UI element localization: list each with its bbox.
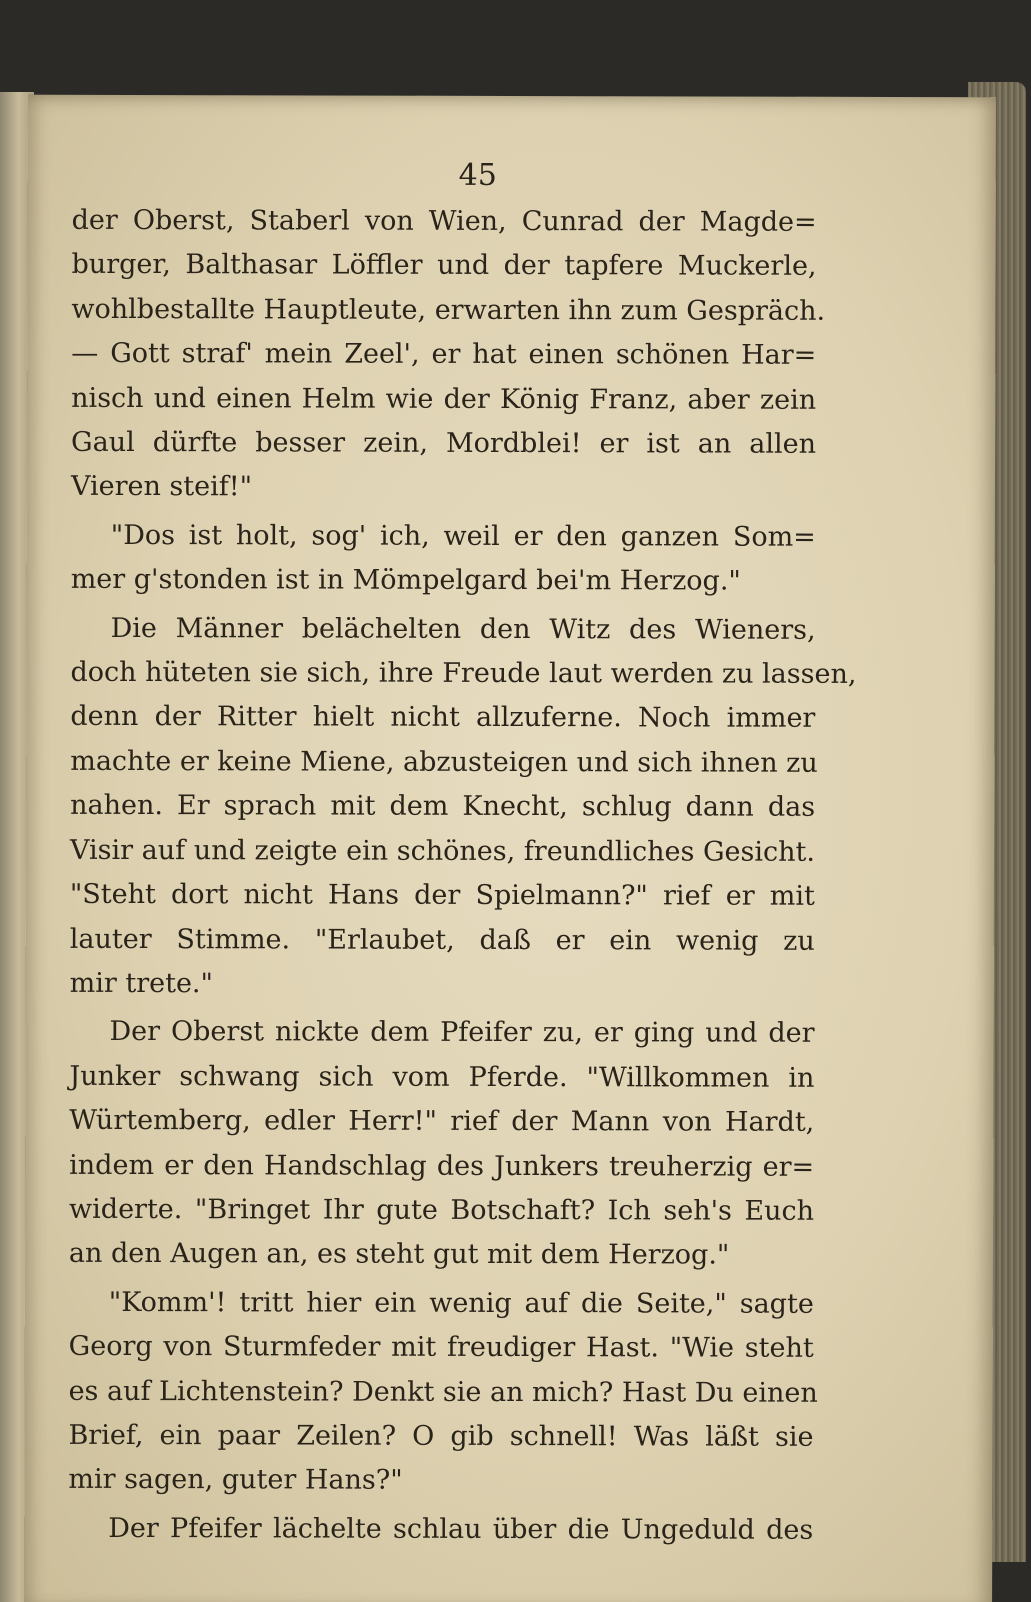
text-line: — Gott straf' mein Zeel', er hat einen schönen Har= — [71, 338, 817, 372]
text-line: Junker schwang sich vom Pferde. "Willkommen in — [69, 1060, 815, 1094]
text-line: Der Pfeifer lächelte schlau über die Ungeduld des — [108, 1512, 814, 1546]
text-line: Der Oberst nickte dem Pfeifer zu, er ging und der — [109, 1016, 815, 1050]
text-line: widerte. "Bringet Ihr gute Botschaft? Ich seh's Euch — [69, 1193, 815, 1227]
text-line: Vieren steif!" — [70, 471, 253, 503]
text-line: nisch und einen Helm wie der König Franz, aber zein — [71, 382, 817, 416]
page-number: 45 — [458, 157, 497, 193]
text-line: mer g'stonden ist in Mömpelgard bei'm Herzog." — [70, 564, 741, 597]
text-line: "Dos ist holt, sog' ich, weil er den ganzen Som= — [110, 519, 816, 553]
text-line: machte er keine Miene, abzusteigen und sich ihnen zu — [70, 745, 818, 779]
text-line: Visir auf und zeigte ein schönes, freundliches Gesicht. — [69, 834, 816, 868]
text-line: es auf Lichtenstein? Denkt sie an mich? Hast Du einen — [68, 1375, 818, 1409]
text-line: Gaul dürfte besser zein, Mordblei! er ist an allen — [71, 426, 817, 460]
text-line: burger, Balthasar Löffler und der tapfere Muckerle, — [71, 249, 817, 283]
text-line: indem er den Handschlag des Junkers treuherzig er= — [69, 1149, 815, 1183]
text-line: doch hüteten sie sich, ihre Freude laut werden zu lassen, — [70, 656, 857, 690]
text-line: "Komm'! tritt hier ein wenig auf die Seite," sagte — [108, 1286, 814, 1320]
text-line: Würtemberg, edler Herr!" rief der Mann von Hardt, — [69, 1104, 815, 1138]
text-line: an den Augen an, es steht gut mit dem Herzog." — [68, 1238, 730, 1271]
text-line: der Oberst, Staberl von Wien, Cunrad der Magde= — [71, 204, 817, 238]
book-page — [24, 95, 996, 1602]
page-text — [68, 199, 857, 1553]
text-line: nahen. Er sprach mit dem Knecht, schlug dann das — [70, 790, 816, 824]
text-line: Georg von Sturmfeder mit freudiger Hast. "Wie steht — [68, 1331, 814, 1364]
text-line: "Steht dort nicht Hans der Spielmann?" rief er mit — [69, 878, 815, 912]
text-line: wohlbestallte Hauptleute, erwarten ihn zum Gespräch. — [71, 293, 826, 327]
text-line: mir trete." — [69, 967, 213, 1000]
text-line: lauter Stimme. "Erlaubet, daß er ein wenig zu — [69, 923, 815, 957]
text-line: mir sagen, guter Hans?" — [68, 1464, 403, 1497]
text-line: Brief, ein paar Zeilen? O gib schnell! Was läßt sie — [68, 1419, 814, 1453]
text-line: Die Männer belächelten den Witz des Wieners, — [110, 612, 816, 646]
text-line: denn der Ritter hielt nicht allzuferne. Noch immer — [70, 701, 816, 735]
